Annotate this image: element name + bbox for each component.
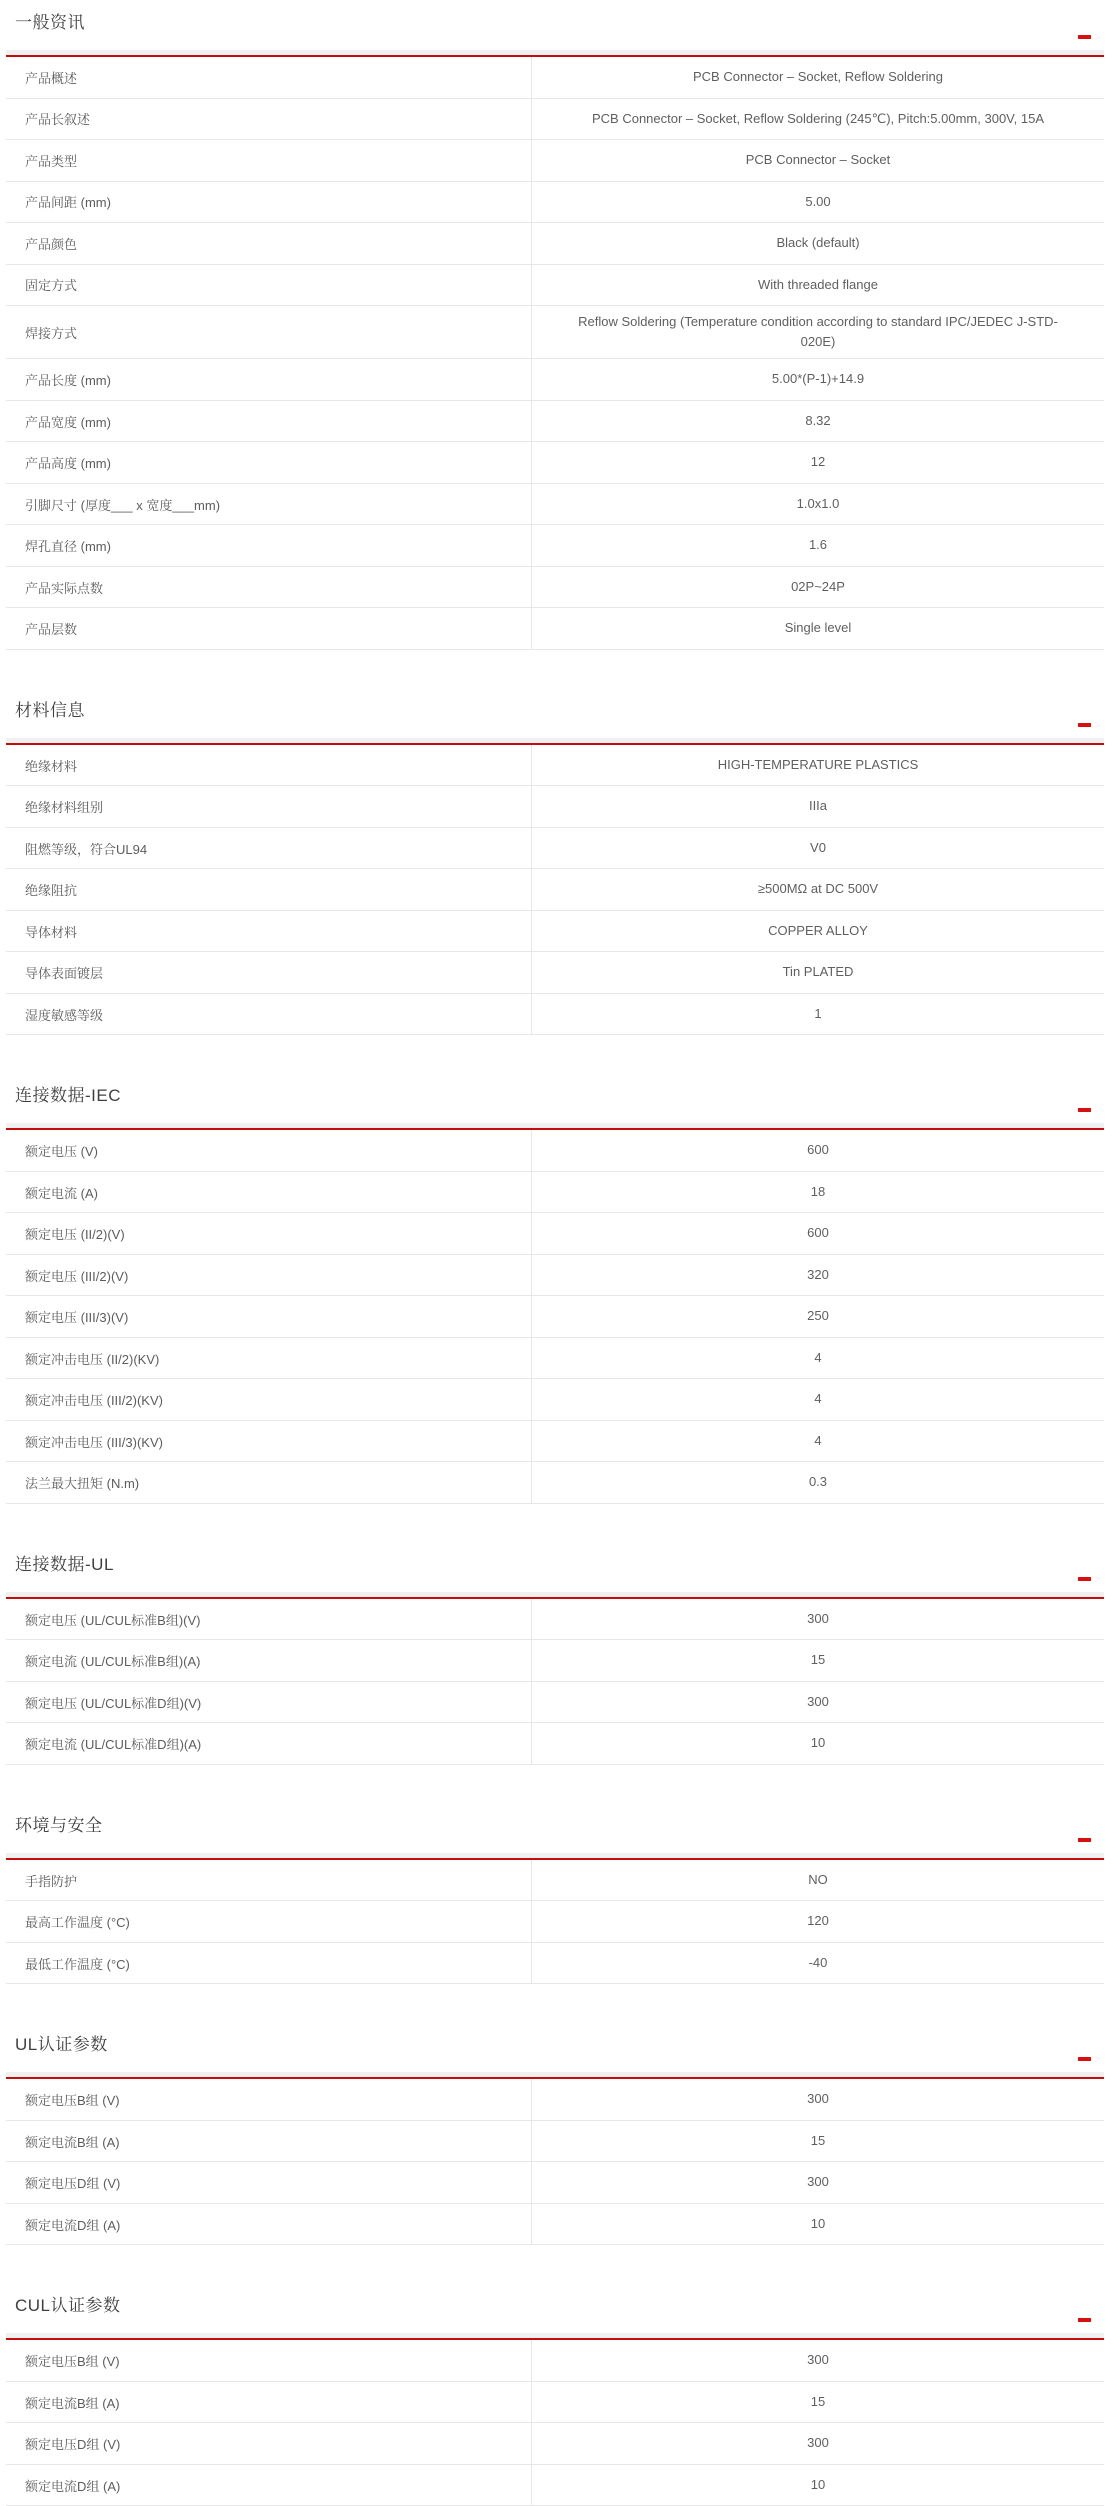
spec-row-label: 额定电压 (III/2)(V) — [6, 1255, 532, 1296]
spec-row — [6, 608, 1104, 650]
spec-row-value-text: 15 — [810, 1652, 826, 1668]
spec-table — [6, 1599, 1104, 1765]
spec-row-value-text: Reflow Soldering (Temperature condition according to standard IPC/JEDEC J-STD-020E) — [578, 314, 1058, 350]
spec-row — [6, 442, 1104, 484]
spec-row — [6, 1421, 1104, 1463]
spec-row — [6, 745, 1104, 787]
spec-row-label: 绝缘材料组别 — [6, 786, 532, 827]
spec-row — [6, 1860, 1104, 1902]
spec-row — [6, 1599, 1104, 1641]
spec-row-value-text: -40 — [808, 1954, 828, 1970]
spec-row-label: 产品概述 — [6, 57, 532, 98]
spec-row — [6, 2465, 1104, 2506]
spec-row-value — [532, 994, 1104, 1035]
spec-row-value-text: 10 — [810, 1735, 826, 1751]
spec-row-label: 引脚尺寸 (厚度___ x 宽度___mm) — [6, 484, 532, 525]
spec-row — [6, 2204, 1104, 2246]
spec-row-value-text: 12 — [810, 454, 826, 470]
spec-row-label: 额定电压 (V) — [6, 1130, 532, 1171]
spec-row — [6, 567, 1104, 609]
section-red-divider — [6, 2338, 1104, 2340]
spec-row-value-text: Black (default) — [776, 235, 860, 251]
spec-row-value — [532, 401, 1104, 442]
collapse-minus-icon[interactable] — [1078, 2318, 1091, 2322]
spec-row-value — [532, 2162, 1104, 2203]
spec-row — [6, 223, 1104, 265]
section-general-info — [6, 8, 1104, 650]
spec-row — [6, 1462, 1104, 1504]
spec-row-value-text: 5.00*(P-1)+14.9 — [771, 371, 865, 387]
collapse-minus-icon[interactable] — [1078, 35, 1091, 39]
spec-row-label: 额定电流B组 (A) — [6, 2121, 532, 2162]
spec-row — [6, 2340, 1104, 2382]
collapse-minus-icon[interactable] — [1078, 723, 1091, 727]
spec-row — [6, 2382, 1104, 2424]
spec-row-label: 额定电压 (UL/CUL标准B组)(V) — [6, 1599, 532, 1640]
collapse-minus-icon[interactable] — [1078, 1838, 1091, 1842]
spec-row-value-text: 300 — [807, 2174, 829, 2190]
collapse-minus-icon[interactable] — [1078, 1108, 1091, 1112]
spec-row — [6, 525, 1104, 567]
spec-row-value — [532, 2079, 1104, 2120]
spec-row — [6, 99, 1104, 141]
spec-row — [6, 911, 1104, 953]
spec-row-value-text: 0.3 — [808, 1474, 828, 1490]
spec-row-value-text: 02P~24P — [791, 578, 845, 594]
spec-row — [6, 1943, 1104, 1985]
spec-row — [6, 1338, 1104, 1380]
spec-row-value-text: 600 — [807, 1225, 829, 1241]
spec-row-value — [532, 952, 1104, 993]
section-connection-data-iec — [6, 1081, 1104, 1504]
spec-row — [6, 57, 1104, 99]
spec-row-value — [532, 1723, 1104, 1764]
spec-row-value — [532, 140, 1104, 181]
spec-row-value — [532, 1462, 1104, 1503]
spec-row — [6, 1723, 1104, 1765]
spec-row-label: 手指防护 — [6, 1860, 532, 1901]
spec-row-value — [532, 1338, 1104, 1379]
section-header — [6, 2291, 1104, 2340]
spec-row-label: 产品高度 (mm) — [6, 442, 532, 483]
spec-row-value — [532, 911, 1104, 952]
spec-row-value — [532, 442, 1104, 483]
spec-row-label: 绝缘阻抗 — [6, 869, 532, 910]
spec-table — [6, 1860, 1104, 1985]
spec-row-value — [532, 57, 1104, 98]
spec-row-value-text: 250 — [807, 1308, 829, 1324]
section-red-divider — [6, 1128, 1104, 1130]
spec-row-value-text: 18 — [810, 1183, 826, 1199]
spec-row-value — [532, 306, 1104, 358]
spec-row-value — [532, 2340, 1104, 2381]
spec-row-label: 额定电压B组 (V) — [6, 2340, 532, 2381]
section-title-cul-cert-params: CUL认证参数 — [15, 2296, 121, 2316]
spec-row-value — [532, 99, 1104, 140]
spec-row-value — [532, 2423, 1104, 2464]
spec-row-label: 产品颜色 — [6, 223, 532, 264]
spec-row-value — [532, 182, 1104, 223]
spec-row-label: 额定电流 (A) — [6, 1172, 532, 1213]
spec-row-value-text: 1.6 — [808, 537, 828, 553]
section-red-divider — [6, 2077, 1104, 2079]
spec-row-value-text: 600 — [807, 1142, 829, 1158]
spec-row-value — [532, 2204, 1104, 2245]
spec-row-value — [532, 745, 1104, 786]
spec-row — [6, 140, 1104, 182]
section-header — [6, 1550, 1104, 1599]
spec-row-value — [532, 2382, 1104, 2423]
spec-row-label: 额定电流D组 (A) — [6, 2204, 532, 2245]
spec-row-value — [532, 525, 1104, 566]
spec-row-value-text: 1 — [814, 1005, 822, 1021]
section-cul-cert-params — [6, 2291, 1104, 2506]
spec-row-value-text: Tin PLATED — [782, 964, 854, 980]
spec-row-label: 产品类型 — [6, 140, 532, 181]
spec-table — [6, 57, 1104, 650]
spec-table — [6, 745, 1104, 1036]
spec-row-value-text: PCB Connector – Socket — [745, 152, 891, 168]
section-red-divider — [6, 55, 1104, 57]
spec-row-value-text: PCB Connector – Socket, Reflow Soldering (245℃), Pitch:5.00mm, 300V, 15A — [591, 110, 1045, 126]
spec-row-value-text: 120 — [807, 1913, 829, 1929]
section-ul-cert-params — [6, 2030, 1104, 2245]
spec-row-value — [532, 1296, 1104, 1337]
section-title-connection-data-iec: 连接数据-IEC — [15, 1086, 121, 1106]
spec-row-value — [532, 869, 1104, 910]
spec-row-value — [532, 1379, 1104, 1420]
spec-row — [6, 2121, 1104, 2163]
spec-row-value — [532, 1599, 1104, 1640]
spec-row-value-text: IIIa — [808, 798, 828, 814]
spec-row-label: 焊孔直径 (mm) — [6, 525, 532, 566]
spec-row-value — [532, 567, 1104, 608]
spec-row-label: 额定电压 (UL/CUL标准D组)(V) — [6, 1682, 532, 1723]
spec-row-value — [532, 223, 1104, 264]
spec-row-label: 阻燃等级，符合UL94 — [6, 828, 532, 869]
spec-row — [6, 1213, 1104, 1255]
spec-row-value — [532, 1130, 1104, 1171]
section-title-general-info: 一般资讯 — [15, 13, 85, 32]
spec-row-label: 额定电压D组 (V) — [6, 2423, 532, 2464]
spec-row-value-text: 15 — [810, 2132, 826, 2148]
collapse-minus-icon[interactable] — [1078, 1577, 1091, 1581]
spec-row — [6, 1172, 1104, 1214]
spec-row-label: 额定电流 (UL/CUL标准D组)(A) — [6, 1723, 532, 1764]
spec-row-label: 额定电压D组 (V) — [6, 2162, 532, 2203]
spec-row — [6, 265, 1104, 307]
spec-row-label: 额定冲击电压 (III/3)(KV) — [6, 1421, 532, 1462]
spec-row — [6, 2079, 1104, 2121]
spec-row-label: 固定方式 — [6, 265, 532, 306]
section-red-divider — [6, 1858, 1104, 1860]
spec-row — [6, 1901, 1104, 1943]
section-connection-data-ul — [6, 1550, 1104, 1765]
spec-row-value-text: With threaded flange — [758, 276, 878, 292]
section-header — [6, 8, 1104, 57]
spec-row-value-text: Single level — [784, 620, 852, 636]
spec-row — [6, 994, 1104, 1036]
spec-row-label: 额定冲击电压 (II/2)(KV) — [6, 1338, 532, 1379]
spec-row-value — [532, 1901, 1104, 1942]
spec-row-value-text: COPPER ALLOY — [768, 922, 868, 938]
spec-row-value-text: 320 — [807, 1266, 829, 1282]
spec-row-label: 额定电压B组 (V) — [6, 2079, 532, 2120]
spec-row — [6, 828, 1104, 870]
spec-row-value — [532, 1213, 1104, 1254]
section-environment-safety — [6, 1811, 1104, 1985]
spec-row-value — [532, 1421, 1104, 1462]
spec-row-value-text: NO — [808, 1871, 828, 1887]
spec-table — [6, 1130, 1104, 1504]
spec-row-value — [532, 359, 1104, 400]
spec-row-label: 最高工作温度 (°C) — [6, 1901, 532, 1942]
collapse-minus-icon[interactable] — [1078, 2057, 1091, 2061]
spec-row-label: 产品长叙述 — [6, 99, 532, 140]
spec-row-value-text: HIGH-TEMPERATURE PLASTICS — [717, 756, 919, 772]
spec-row — [6, 1682, 1104, 1724]
spec-row-label: 最低工作温度 (°C) — [6, 1943, 532, 1984]
spec-row-label: 湿度敏感等级 — [6, 994, 532, 1035]
spec-row — [6, 786, 1104, 828]
spec-row — [6, 2162, 1104, 2204]
spec-row-label: 额定电流 (UL/CUL标准B组)(A) — [6, 1640, 532, 1681]
spec-row-value — [532, 608, 1104, 649]
spec-row-value — [532, 786, 1104, 827]
spec-row-value — [532, 1640, 1104, 1681]
spec-row — [6, 484, 1104, 526]
spec-row-value — [532, 484, 1104, 525]
spec-row-value-text: 5.00 — [805, 193, 831, 209]
spec-row — [6, 1255, 1104, 1297]
spec-row-value — [532, 1255, 1104, 1296]
spec-row — [6, 869, 1104, 911]
spec-row — [6, 2423, 1104, 2465]
spec-row-label: 产品间距 (mm) — [6, 182, 532, 223]
section-title-environment-safety: 环境与安全 — [15, 1815, 103, 1835]
spec-row-value — [532, 2465, 1104, 2506]
spec-row-label: 导体表面镀层 — [6, 952, 532, 993]
spec-row-value-text: 300 — [807, 1610, 829, 1626]
spec-row-value-text: 4 — [814, 1391, 822, 1407]
spec-row-value-text: 1.0x1.0 — [796, 495, 840, 511]
section-title-ul-cert-params: UL认证参数 — [15, 2035, 108, 2055]
spec-row-value-text: 15 — [810, 2393, 826, 2409]
spec-row-value — [532, 1682, 1104, 1723]
spec-row-label: 额定冲击电压 (III/2)(KV) — [6, 1379, 532, 1420]
spec-row-value — [532, 265, 1104, 306]
spec-row-value-text: 10 — [810, 2215, 826, 2231]
spec-row-label: 导体材料 — [6, 911, 532, 952]
section-material-info — [6, 696, 1104, 1036]
spec-row — [6, 1640, 1104, 1682]
spec-row-value-text: 10 — [810, 2476, 826, 2492]
section-header — [6, 1811, 1104, 1860]
section-header — [6, 2030, 1104, 2079]
spec-row — [6, 1296, 1104, 1338]
spec-row — [6, 1130, 1104, 1172]
spec-row-value-text: V0 — [810, 839, 826, 855]
spec-row-value-text: 4 — [814, 1349, 822, 1365]
spec-row-value — [532, 828, 1104, 869]
spec-row-label: 绝缘材料 — [6, 745, 532, 786]
spec-row — [6, 306, 1104, 359]
spec-row — [6, 359, 1104, 401]
section-header — [6, 696, 1104, 745]
spec-row-value-text: 300 — [807, 2435, 829, 2451]
spec-row-label: 焊接方式 — [6, 306, 532, 358]
spec-row — [6, 401, 1104, 443]
spec-table — [6, 2079, 1104, 2245]
spec-row-label: 额定电压 (II/2)(V) — [6, 1213, 532, 1254]
spec-row-label: 产品层数 — [6, 608, 532, 649]
spec-row-label: 额定电压 (III/3)(V) — [6, 1296, 532, 1337]
spec-row-label: 产品长度 (mm) — [6, 359, 532, 400]
section-header — [6, 1081, 1104, 1130]
spec-row-value-text: 8.32 — [805, 412, 831, 428]
spec-row-label: 产品宽度 (mm) — [6, 401, 532, 442]
spec-row-label: 额定电流B组 (A) — [6, 2382, 532, 2423]
spec-row-value-text: 300 — [807, 1693, 829, 1709]
spec-row-value — [532, 1172, 1104, 1213]
spec-row-label: 额定电流D组 (A) — [6, 2465, 532, 2506]
spec-row-value — [532, 2121, 1104, 2162]
spec-row-label: 法兰最大扭矩 (N.m) — [6, 1462, 532, 1503]
spec-row — [6, 1379, 1104, 1421]
spec-row-value — [532, 1943, 1104, 1984]
spec-row — [6, 182, 1104, 224]
spec-row-value-text: 300 — [807, 2352, 829, 2368]
spec-row-value-text: 300 — [807, 2091, 829, 2107]
spec-row-value-text: ≥500MΩ at DC 500V — [757, 881, 879, 897]
spec-row-value — [532, 1860, 1104, 1901]
spec-row-label: 产品实际点数 — [6, 567, 532, 608]
section-red-divider — [6, 1597, 1104, 1599]
section-title-material-info: 材料信息 — [15, 700, 85, 720]
section-title-connection-data-ul: 连接数据-UL — [15, 1554, 114, 1574]
section-red-divider — [6, 743, 1104, 745]
spec-row — [6, 952, 1104, 994]
spec-table — [6, 2340, 1104, 2506]
spec-row-value-text: PCB Connector – Socket, Reflow Soldering — [692, 69, 943, 85]
spec-row-value-text: 4 — [814, 1432, 822, 1448]
